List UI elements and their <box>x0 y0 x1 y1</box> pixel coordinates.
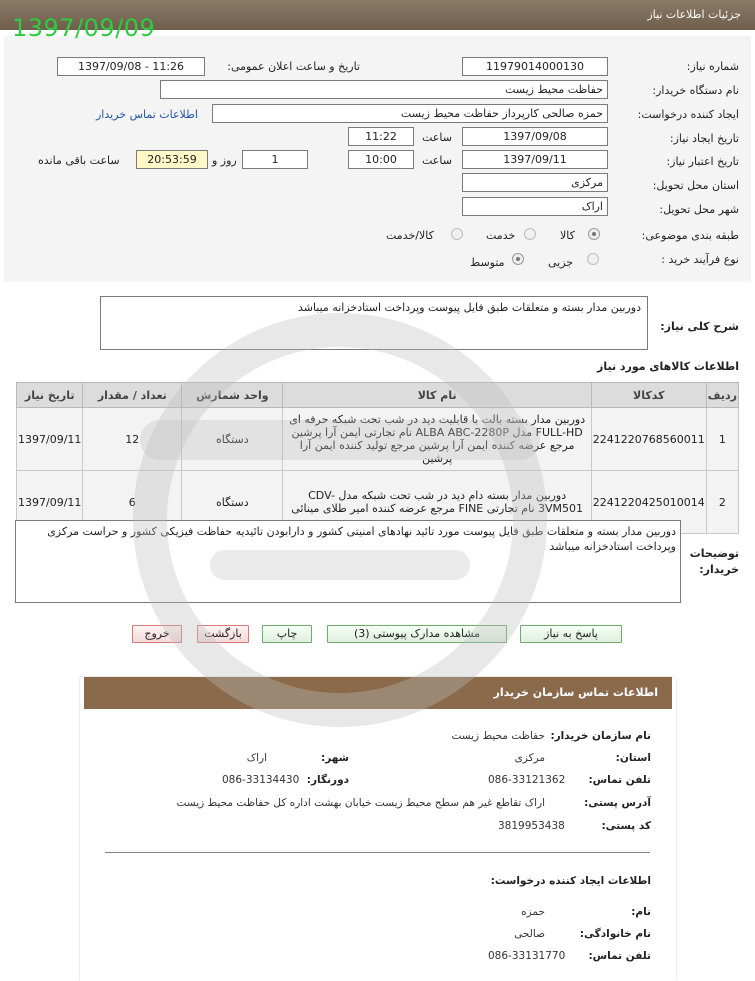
contact-divider <box>105 852 650 853</box>
goods-header-row <box>17 383 739 408</box>
goods-name: دوربین مدار بسته بالت با قابلیت دید در شب تحت شبکه حرفه ای FULL-HD مدل ALBA ABC-2280P نام تجارتی ایمن آرا پرشین مرجع عرضه کننده ایمن آرا پرشین مرجع تولید کننده ایمن آرا پرشین <box>283 408 591 471</box>
contact-org-label: نام سازمان خریدار: <box>550 730 651 742</box>
contact-city-label: شهر: <box>321 752 349 764</box>
buyer-notes-label: توضیحات خریدار: <box>689 547 739 576</box>
contact-province-value: مرکزی <box>514 752 545 764</box>
contact-fax-value: 086-33134430 <box>222 774 300 786</box>
creator-last-name-value: صالحی <box>514 928 545 940</box>
create-date-field: 1397/09/08 <box>462 127 608 146</box>
view-attachments-button[interactable]: مشاهده مدارک پیوستی (3) <box>327 625 507 643</box>
category-label: طبقه بندی موضوعی: <box>641 229 739 242</box>
back-button[interactable]: بازگشت <box>197 625 249 643</box>
col-header-unit: واحد شمارش <box>182 383 283 408</box>
creator-phone-label: تلفن تماس: <box>588 950 651 962</box>
reply-button[interactable]: پاسخ به نیاز <box>520 625 622 643</box>
buyer-org-field: حفاظت محیط زیست <box>160 80 608 99</box>
need-number-field: 11979014000130 <box>462 57 608 76</box>
category-goods-service-radio[interactable] <box>451 228 463 240</box>
goods-date: 1397/09/11 <box>17 408 83 471</box>
category-goods-label: کالا <box>560 229 575 242</box>
category-goods-service-label: کالا/خدمت <box>386 229 434 242</box>
contact-province-label: استان: <box>615 752 651 764</box>
goods-date: 1397/09/11 <box>17 471 83 534</box>
contact-card-header <box>84 677 672 709</box>
contact-city-value: اراک <box>246 752 267 764</box>
window-title: جزئیات اطلاعات نیاز <box>647 8 741 21</box>
col-header-code: کدکالا <box>591 383 706 408</box>
contact-address-value: اراک تقاطع غیر هم سطح محیط زیست خیابان بهشت اداره کل حفاظت محیط زیست <box>176 797 545 809</box>
requester-field: حمزه صالحی کارپرداز حفاظت محیط زیست <box>212 104 608 123</box>
city-label: شهر محل تحویل: <box>659 203 739 216</box>
category-service-label: خدمت <box>486 229 516 242</box>
category-service-radio[interactable] <box>524 228 536 240</box>
goods-unit: دستگاه <box>182 471 283 534</box>
date-stamp: 1397/09/09 <box>12 14 156 42</box>
purchase-minor-label: جزیی <box>548 256 574 269</box>
print-button[interactable]: چاپ <box>262 625 312 643</box>
contact-postal-value: 3819953438 <box>498 820 565 832</box>
contact-postal-label: کد پستی: <box>601 820 651 832</box>
contact-phone-label: تلفن تماس: <box>588 774 651 786</box>
exit-button[interactable]: خروج <box>132 625 182 643</box>
need-number-label: شماره نیاز: <box>686 60 739 73</box>
create-date-label: تاریخ ایجاد نیاز: <box>669 132 739 145</box>
create-time-label: ساعت <box>422 131 452 144</box>
contact-fax-label: دورنگار: <box>306 774 349 786</box>
goods-code: 2241220425010014 <box>591 471 706 534</box>
goods-table <box>16 382 739 534</box>
buyer-notes-field: دوربین مدار بسته و متعلقات طبق فایل پیوست مورد تائید نهادهای امنیتی کشور و دارابودن تائیدیه حفاظت فیزیکی کشور و حراست مرکزی وپرداخت استادخزانه میباشد <box>15 520 681 603</box>
remaining-time-field: 20:53:59 <box>136 150 208 169</box>
table-row <box>17 408 739 471</box>
creator-section-title: اطلاعات ایجاد کننده درخواست: <box>490 875 651 887</box>
row-number: 2 <box>706 471 738 534</box>
city-field: اراک <box>462 197 608 216</box>
general-desc-label: شرح کلی نیاز: <box>660 320 739 333</box>
validity-time-label: ساعت <box>422 154 452 167</box>
purchase-medium-label: متوسط <box>470 256 505 269</box>
col-header-name: نام کالا <box>283 383 591 408</box>
requester-label: ایجاد کننده درخواست: <box>637 108 739 121</box>
goods-code: 2241220768560011 <box>591 408 706 471</box>
buyer-contact-link[interactable]: اطلاعات تماس خریدار <box>96 108 198 121</box>
goods-section-title: اطلاعات کالاهای مورد نیاز <box>597 360 739 373</box>
contact-org-value: حفاظت محیط زیست <box>451 730 545 742</box>
purchase-minor-radio[interactable] <box>587 253 599 265</box>
row-number: 1 <box>706 408 738 471</box>
col-header-date: تاریخ نیاز <box>17 383 83 408</box>
contact-card-title: اطلاعات تماس سازمان خریدار <box>493 686 658 699</box>
validity-date-field: 1397/09/11 <box>462 150 608 169</box>
purchase-medium-radio[interactable] <box>512 253 524 265</box>
buyer-org-label: نام دستگاه خریدار: <box>652 84 739 97</box>
remaining-label: ساعت باقی مانده <box>38 154 120 167</box>
announce-datetime-label: تاریخ و ساعت اعلان عمومی: <box>227 60 360 73</box>
col-header-row: ردیف <box>706 383 738 408</box>
contact-phone-value: 086-33121362 <box>488 774 566 786</box>
days-field: 1 <box>242 150 308 169</box>
category-goods-radio[interactable] <box>588 228 600 240</box>
creator-phone-value: 086-33131770 <box>488 950 566 962</box>
creator-first-name-label: نام: <box>631 906 651 918</box>
general-desc-field: دوربین مدار بسته و متعلقات طبق فایل پیوست وپرداخت استادخزانه میباشد <box>100 296 648 350</box>
validity-label: تاریخ اعتبار نیاز: <box>666 155 739 168</box>
validity-time-field: 10:00 <box>348 150 414 169</box>
purchase-type-label: نوع فرآیند خرید : <box>661 253 739 266</box>
goods-unit: دستگاه <box>182 408 283 471</box>
days-label: روز و <box>212 154 237 167</box>
announce-datetime-field: 1397/09/08 - 11:26 <box>57 57 205 76</box>
goods-qty: 6 <box>83 471 182 534</box>
col-header-qty: تعداد / مقدار <box>83 383 182 408</box>
goods-name: دوربین مدار بسته دام دید در شب تحت شبکه مدل CDV-3VM501 نام تجارتی FINE مرجع عرضه کننده امیر طلای مینائی <box>283 471 591 534</box>
province-field: مرکزی <box>462 173 608 192</box>
province-label: استان محل تحویل: <box>652 179 739 192</box>
creator-last-name-label: نام خانوادگی: <box>579 928 651 940</box>
create-time-field: 11:22 <box>348 127 414 146</box>
creator-first-name-value: حمزه <box>521 906 545 918</box>
goods-qty: 12 <box>83 408 182 471</box>
contact-address-label: آدرس پستی: <box>584 797 651 809</box>
